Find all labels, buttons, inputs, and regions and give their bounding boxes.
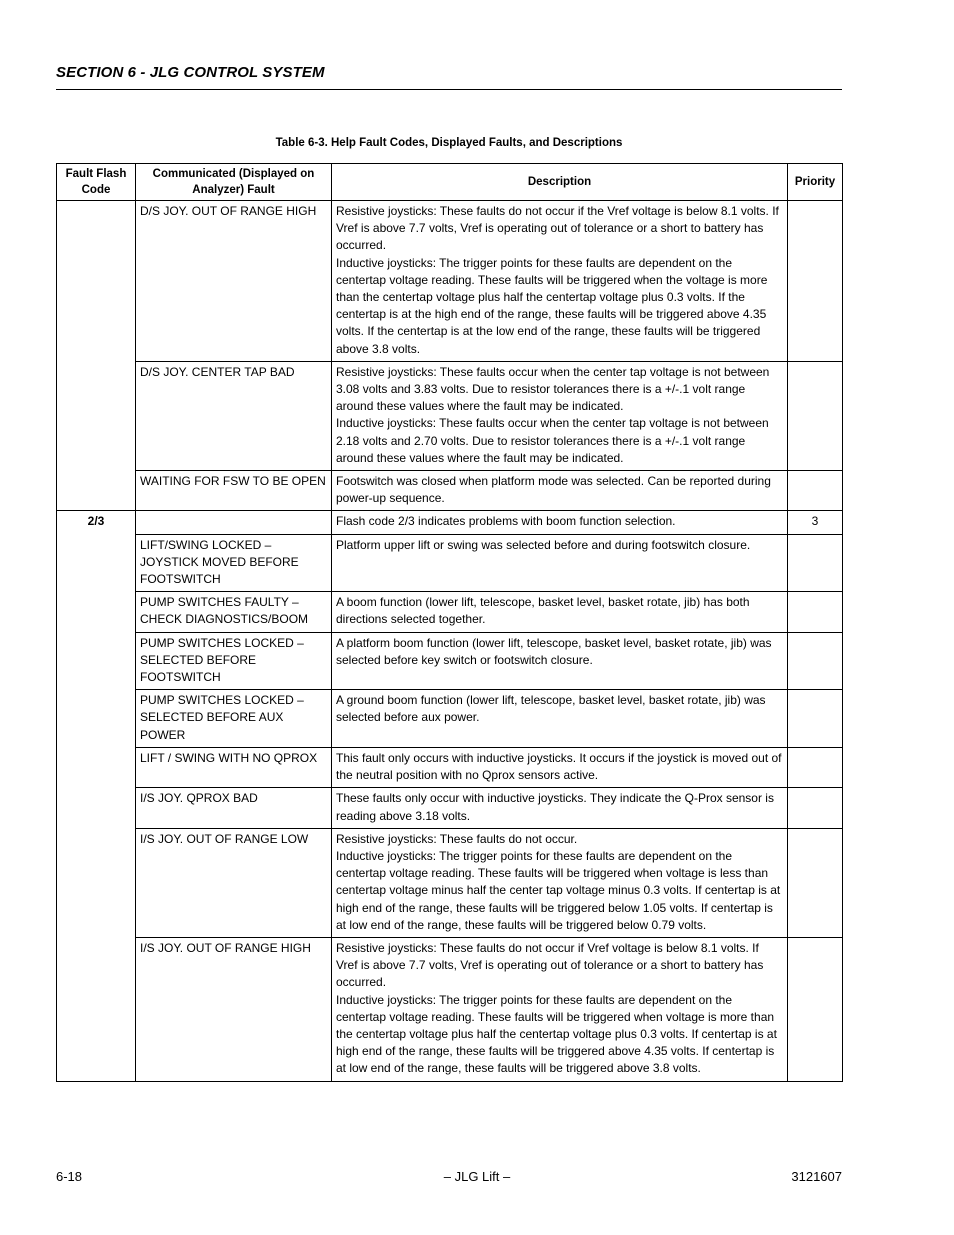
description-paragraph: Resistive joysticks: These faults do not occur if Vref voltage is below 8.1 volts. If Vref is above 7.7 volts, Vref is operating out of tolerance or a short to battery has occurred. [336,940,764,990]
table-row [57,632,843,690]
priority-cell [788,534,843,592]
description-paragraph: Inductive joysticks: The trigger points for these faults are dependent on the centertap voltage reading. These faults will be triggered when the voltage is more than the centertap voltage plus half the centertap voltage plus 0.3 volts. If the centertap is at the high end of the range, these faults will be triggered above 4.35 volts. If the centertap is at the low end of the range, these faults will be triggered above 3.8 volts. [336,255,768,356]
fault-name-cell [136,511,332,534]
fault-name-cell: WAITING FOR FSW TO BE OPEN [136,471,332,511]
description-paragraph: A platform boom function (lower lift, telescope, basket level, basket rotate, jib) was selected before key switch or footswitch closure. [336,635,772,667]
fault-name-cell: D/S JOY. OUT OF RANGE HIGH [136,201,332,362]
table-row [57,534,843,592]
document-number: 3121607 [791,1169,842,1184]
table-caption: Table 6-3. Help Fault Codes, Displayed Faults, and Descriptions [275,137,623,149]
priority-cell [788,361,843,470]
description-paragraph: These faults only occur with inductive joysticks. They indicate the Q-Prox sensor is reading above 3.18 volts. [336,791,774,823]
description-paragraph: Resistive joysticks: These faults occur when the center tap voltage is not between 3.08 volts and 3.83 volts. Due to resistor tolerances there is a +/-.1 volt range around these values where the fault may be indicated. [336,364,770,414]
footer-center-text: – JLG Lift – [443,1169,511,1184]
table-row [57,201,843,362]
column-header-fault-flash-code: Fault Flash Code [57,164,136,201]
fault-name-cell: I/S JOY. OUT OF RANGE LOW [136,828,332,937]
fault-flash-code-cell [57,534,136,592]
fault-flash-code-cell [57,471,136,511]
table-body [57,201,843,1082]
fault-flash-code-cell [57,788,136,828]
fault-name-cell: I/S JOY. QPROX BAD [136,788,332,828]
description-cell [332,937,788,1081]
table-row [57,828,843,937]
description-paragraph: Flash code 2/3 indicates problems with boom function selection. [336,514,676,529]
priority-cell [788,828,843,937]
description-paragraph: This fault only occurs with inductive joysticks. It occurs if the joystick is moved out of the neutral position with no Qprox sensors active. [336,750,782,783]
description-cell [332,511,788,534]
table-row [57,747,843,787]
fault-flash-code-cell: 2/3 [57,511,136,534]
description-cell [332,471,788,511]
description-cell [332,828,788,937]
priority-cell [788,788,843,828]
table-row [57,592,843,632]
fault-name-cell: LIFT/SWING LOCKED – JOYSTICK MOVED BEFORE FOOTSWITCH [136,534,332,592]
description-paragraph: Inductive joysticks: The trigger points for these faults are dependent on the centertap voltage reading. These faults will be triggered when voltage is more than the centertap voltage plus half the centertap voltage plus 0.3 volts. If centertap is at high end of the range, these faults will be triggered above 4.35 volts. If centertap is at low end of the range, these faults will be triggered above 3.8 volts. [336,992,777,1076]
fault-codes-table [56,163,843,1082]
table-row [57,361,843,470]
column-header-communicated-fault: Communicated (Displayed on Analyzer) Fault [136,164,332,201]
priority-cell [788,592,843,632]
fault-name-cell: PUMP SWITCHES LOCKED – SELECTED BEFORE FOOTSWITCH [136,632,332,690]
column-header-description: Description [332,164,788,201]
page-number: 6-18 [56,1169,83,1184]
fault-flash-code-cell [57,201,136,362]
table-header-row [57,164,843,201]
priority-cell [788,632,843,690]
priority-cell [788,690,843,748]
column-header-priority: Priority [788,164,843,201]
fault-name-cell: LIFT / SWING WITH NO QPROX [136,747,332,787]
fault-flash-code-cell [57,592,136,632]
description-cell [332,632,788,690]
description-cell [332,201,788,362]
description-paragraph: Inductive joysticks: The trigger points for these faults are dependent on the centertap voltage reading. These faults will be triggered when voltage is less than centertap voltage minus half the center tap voltage minus 0.3 volts. If centertap is at high end of the range, these faults will be triggered below 1.05 volts. If centertap is at low end of the range, these faults will be triggered below 0.79 volts. [336,848,781,932]
table-row [57,937,843,1081]
fault-name-cell: D/S JOY. CENTER TAP BAD [136,361,332,470]
description-paragraph: Resistive joysticks: These faults do not occur if the Vref voltage is below 8.1 volts. If Vref is above 7.7 volts, Vref is operating out of tolerance or a short to battery has occurred. [336,204,779,253]
description-paragraph: Footswitch was closed when platform mode was selected. Can be reported during power-up sequence. [336,474,771,506]
fault-flash-code-cell [57,828,136,937]
fault-flash-code-cell [57,361,136,470]
table-row [57,511,843,534]
description-paragraph: Inductive joysticks: These faults occur when the center tap voltage is not between 2.18 volts and 2.70 volts. Due to resistor tolerances there is a +/-.1 volt range around these values where the fault may be indicated. [336,416,769,465]
priority-cell [788,747,843,787]
fault-flash-code-cell [57,937,136,1081]
description-cell [332,690,788,748]
table-row [57,788,843,828]
section-title: SECTION 6 - JLG CONTROL SYSTEM [56,64,325,81]
fault-name-cell: I/S JOY. OUT OF RANGE HIGH [136,937,332,1081]
description-cell [332,747,788,787]
table-row [57,471,843,511]
fault-name-cell: PUMP SWITCHES LOCKED – SELECTED BEFORE AUX POWER [136,690,332,748]
description-paragraph: Platform upper lift or swing was selected before and during footswitch closure. [336,537,751,552]
description-cell [332,361,788,470]
description-paragraph: Resistive joysticks: These faults do not occur. [336,831,578,846]
header-rule [56,89,842,90]
fault-flash-code-cell [57,690,136,748]
priority-cell [788,471,843,511]
description-paragraph: A ground boom function (lower lift, telescope, basket level, basket rotate, jib) was selected before aux power. [336,693,766,725]
fault-flash-code-cell [57,747,136,787]
description-paragraph: A boom function (lower lift, telescope, basket level, basket rotate, jib) has both directions selected together. [336,595,750,627]
description-cell [332,534,788,592]
priority-cell [788,201,843,362]
description-cell [332,592,788,632]
priority-cell: 3 [788,511,843,534]
fault-name-cell: PUMP SWITCHES FAULTY – CHECK DIAGNOSTICS/BOOM [136,592,332,632]
description-cell [332,788,788,828]
table-row [57,690,843,748]
priority-cell [788,937,843,1081]
fault-flash-code-cell [57,632,136,690]
